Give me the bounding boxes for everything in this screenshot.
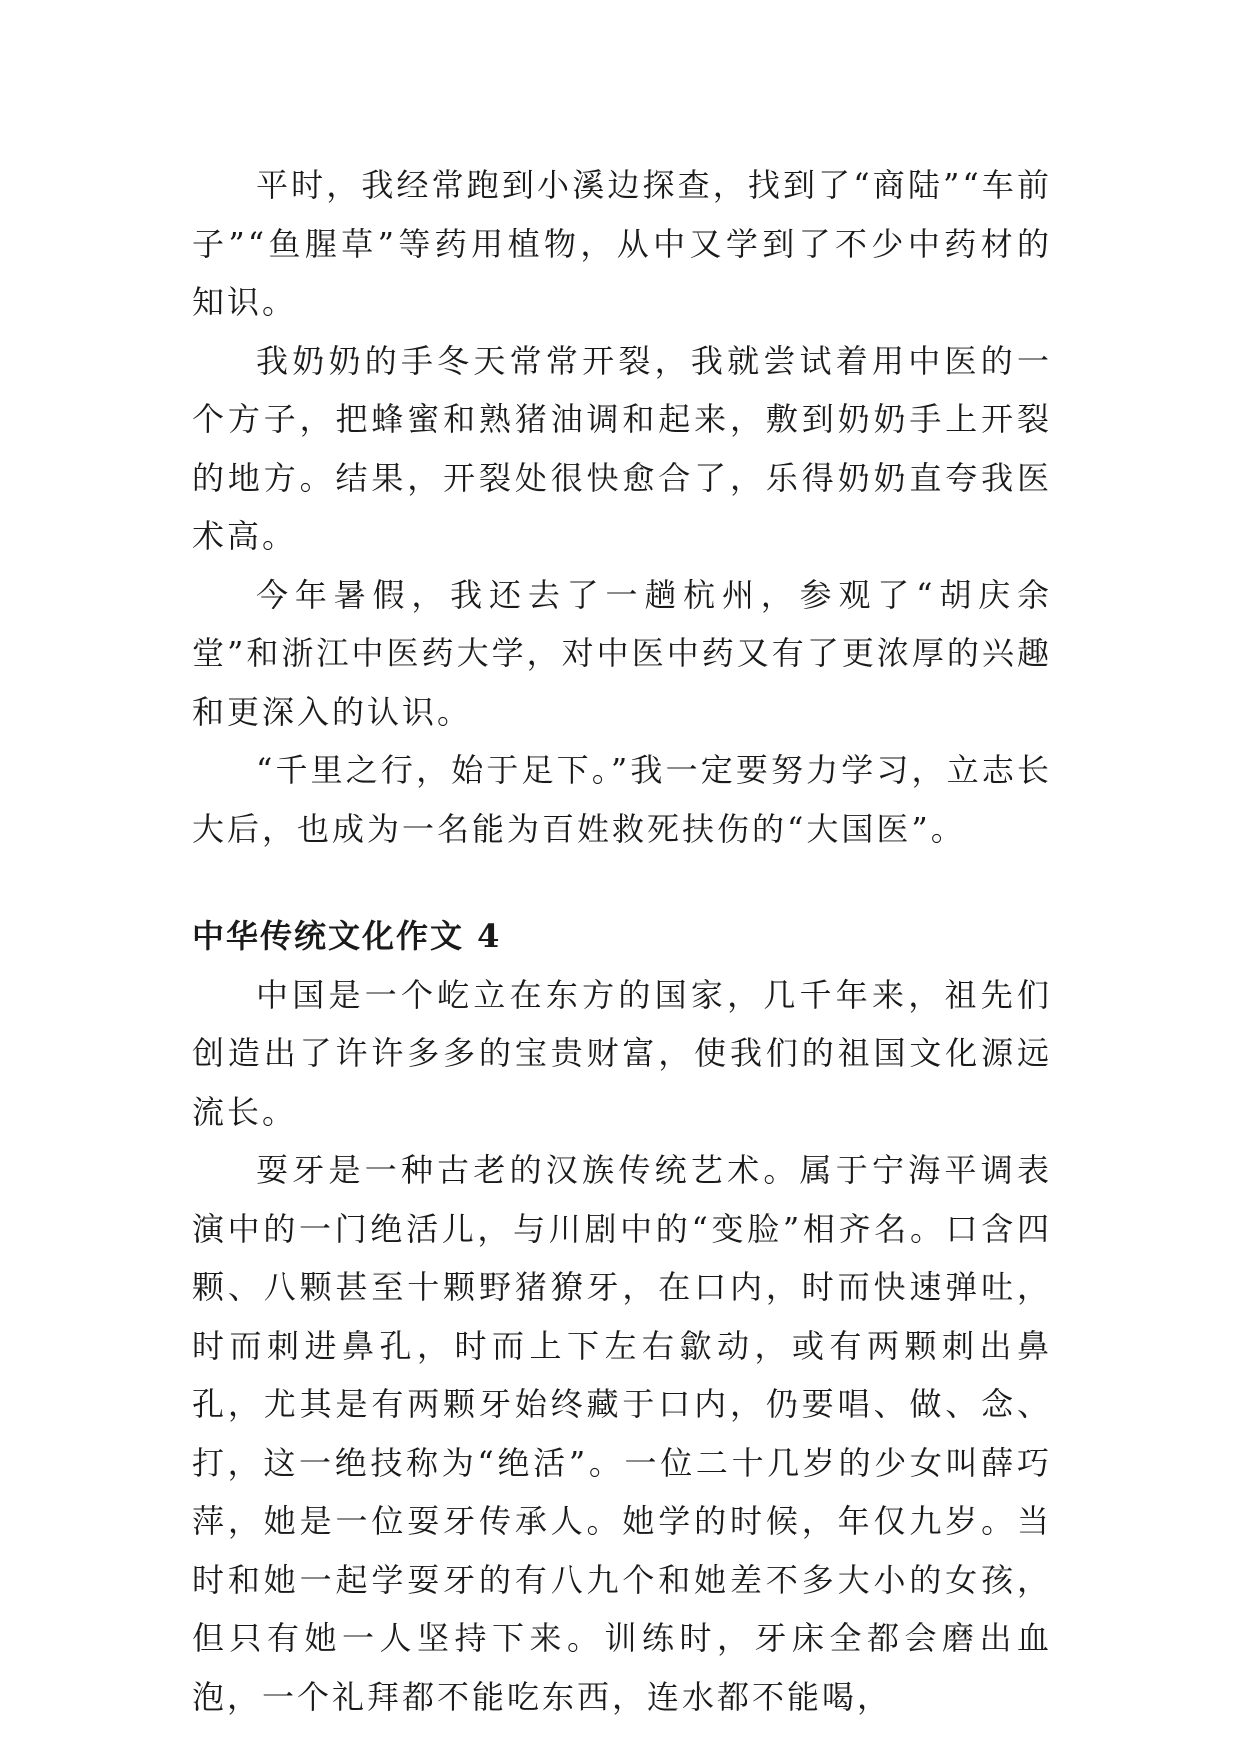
paragraph-herb-exploration: 平时，我经常跑到小溪边探查，找到了“商陆”“车前子”“鱼腥草”等药用植物，从中又学到了不少中药材的知识。	[192, 166, 1052, 321]
paragraph-china-intro: 中国是一个屹立在东方的国家，几千年来，祖先们创造出了许许多多的宝贵财富，使我们的祖国文化源远流长。	[192, 975, 1052, 1131]
paragraph-hangzhou-visit: 今年暑假，我还去了一趟杭州，参观了“胡庆余堂”和浙江中医药大学，对中医中药又有了更浓厚的兴趣和更深入的认识。	[192, 575, 1052, 731]
paragraph-shuaya-art: 耍牙是一种古老的汉族传统艺术。属于宁海平调表演中的一门绝活儿，与川剧中的“变脸”相齐名。口含四颗、八颗甚至十颗野猪獠牙，在口内，时而快速弹吐，时而刺进鼻孔，时而上下左右歙动，或有两颗刺出鼻孔，尤其是有两颗牙始终藏于口内，仍要唱、做、念、打，这一绝技称为“绝活”。一位二十几岁的少女叫薛巧萍，她是一位耍牙传承人。她学的时候，年仅九岁。当时和她一起学耍牙的有八九个和她差不多大小的女孩，但只有她一人坚持下来。训练时，牙床全都会磨出血泡，一个礼拜都不能吃东西，连水都不能喝，	[192, 1151, 1052, 1716]
section-heading: 中华传统文化作文 4	[192, 917, 502, 955]
paragraph-grandma-remedy: 我奶奶的手冬天常常开裂，我就尝试着用中医的一个方子，把蜂蜜和熟猪油调和起来，敷到奶奶手上开裂的地方。结果，开裂处很快愈合了，乐得奶奶直夸我医术高。	[192, 341, 1052, 555]
paragraph-aspiration: “千里之行，始于足下。”我一定要努力学习，立志长大后，也成为一名能为百姓救死扶伤的“大国医”。	[192, 751, 1052, 848]
document-page	[192, 156, 1052, 1726]
